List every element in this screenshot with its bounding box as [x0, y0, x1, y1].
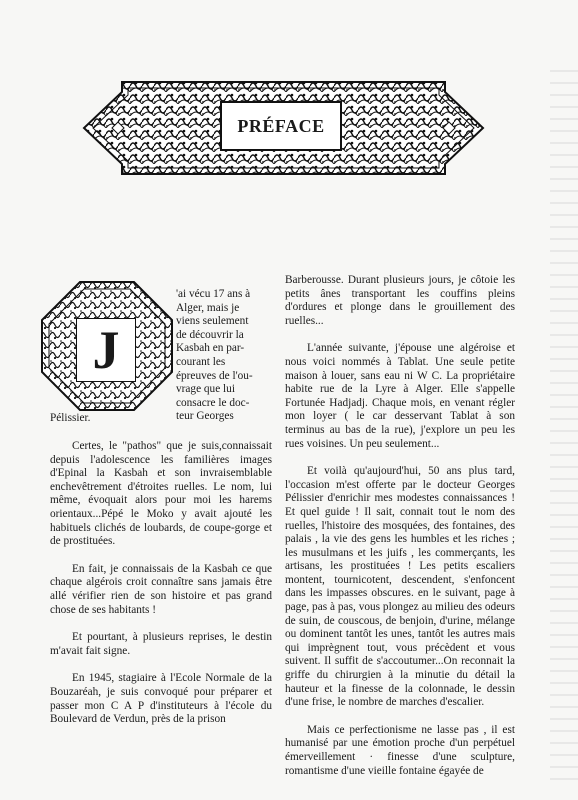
opening-end: Pélissier.: [50, 412, 91, 424]
title-box: [220, 101, 342, 151]
opening-line: viens seulement: [176, 315, 249, 328]
opening-line: consacre le doc-: [176, 396, 250, 409]
paragraph: Barberousse. Durant plusieurs jours, je côtoie les petits ânes transportant les couffins pleins d'ordures et plonge dans le grouillement des ruelles...: [285, 274, 515, 327]
opening-lines: [176, 288, 272, 424]
opening-line: Alger, mais je: [176, 301, 240, 314]
paragraph: Et voilà qu'aujourd'hui, 50 ans plus tard, l'occasion m'est offerte par le docteur Georges Pélissier d'enrichir mes modestes connaissances ! Et quel guide ! Il sait, connait tout le nom des ruelles, l'histoire des mosquées, des fontaines, des palais , la vie des gens les humbles et les riches ; les musulmans et les juifs , les commerçants, les artisans, les prostituées ! Les petits escaliers montent, tournicotent, descendent, s'enfoncent dans les impasses obscures. en le suivant, page à page, pas à pas, vous plongez au milieu des odeurs de suin, de couscous, de benjoin, d'urine, mélange ou dominent tantôt les unes, tantôt les autres mais qui imprègnent tout, vous précèdent et vous suivent. Il suffit de s'accoutumer...On reconnait la griffe du chirurgien à la minutie du détail la hauteur et la finesse de la colonnade, le dessin d'une frise, le nombre de marches d'escalier.: [285, 465, 515, 709]
right-column: [285, 274, 515, 792]
bleed-through-shadow: [550, 70, 578, 790]
drop-cap: J: [76, 318, 136, 382]
opening-line: teur Georges: [176, 410, 234, 423]
paragraph: En 1945, stagiaire à l'Ecole Normale de la Bouzaréah, je suis convoqué pour préparer et passer mon C A P d'instituteurs à l'école du Boulevard de Verdun, près de la prison: [50, 672, 272, 726]
paragraph: Et pourtant, à plusieurs reprises, le destin m'avait fait signe.: [50, 631, 272, 657]
paragraph: Mais ce perfectionisme ne lasse pas , il est humanisé par une émotion proche d'un perpétuel émerveillement · finesse d'une sculpture, romantisme d'une vieille fontaine égayée de: [285, 723, 515, 777]
opening-line: Kasbah en par-: [176, 342, 245, 355]
page-title: PRÉFACE: [237, 115, 325, 136]
paragraph: L'année suivante, j'épouse une algéroise et nous voici nommés à Tablat. Une seule petite maison à louer, sans eau ni W C. La propriétaire habite rue de la Lyre à Alger. Elle s'appelle Fortunée Hadjadj. Chaque mois, en venant régler mon loyer ( le car desservant Tablat à son terminus au bas de la rue), j'explore un peu les rues voisines. Un peu seulement...: [285, 342, 515, 450]
opening-line: courant les: [176, 355, 226, 368]
opening-line: épreuves de l'ou-: [176, 369, 253, 382]
left-column: [50, 440, 272, 741]
paragraph: Certes, le "pathos" que je suis,connaissait depuis l'adolescence les familières images d'Epinal la Kasbah et son invraisemblable enchevêtrement d'étroites ruelles. Le nom, lui même, évoquait alors pour moi les harems orientaux...Pépé le Moko y avait ajouté les habituels clichés de loubards, de coupe-gorge et de prostituées.: [50, 440, 272, 548]
opening-line: 'ai vécu 17 ans à: [176, 288, 251, 300]
opening-line: vrage que lui: [176, 383, 235, 396]
opening-line: de découvrir la: [176, 328, 244, 341]
paragraph: En fait, je connaissais de la Kasbah ce que chaque algérois croit connaître sans jamais être allé vérifier rien de son histoire et pas grand chose de ses habitants !: [50, 562, 272, 616]
